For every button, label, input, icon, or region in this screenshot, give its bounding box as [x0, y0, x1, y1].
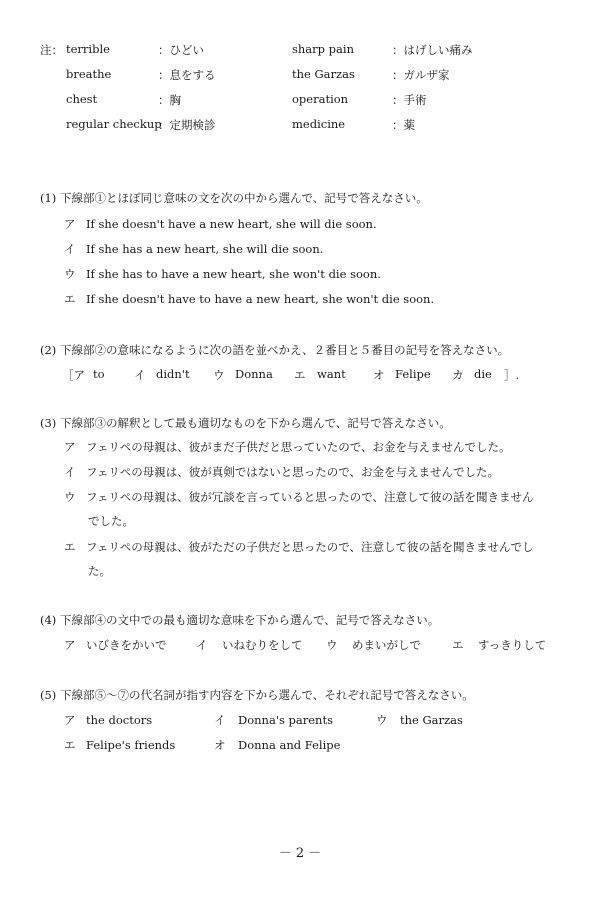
- option-key: ウ: [326, 638, 338, 652]
- note-row: [66, 42, 566, 66]
- word-item: didn't: [156, 367, 190, 381]
- option-text: フェリペの母親は、彼がただの子供だと思ったので、注意して彼の話を聞きませんでし: [86, 540, 534, 554]
- option-key: ウ: [376, 713, 388, 727]
- note-term: breathe: [66, 67, 112, 81]
- note-row: [66, 92, 566, 116]
- note-term: regular checkup: [66, 117, 162, 131]
- option: [64, 266, 381, 282]
- word-key: オ: [373, 368, 385, 382]
- option-continuation: でした。: [88, 514, 134, 528]
- option-key: オ: [214, 738, 226, 752]
- note-row: [66, 67, 566, 91]
- option: [64, 489, 533, 505]
- option: [64, 712, 152, 728]
- option-text: If she has to have a new heart, she won't die soon.: [86, 267, 381, 281]
- note-term: terrible: [66, 42, 110, 56]
- word-key: カ: [452, 368, 464, 382]
- word-item: Felipe: [395, 367, 431, 381]
- option: [64, 216, 377, 232]
- option: [64, 241, 323, 257]
- option-continuation: た。: [88, 564, 111, 578]
- option-text: If she doesn't have to have a new heart, she won't die soon.: [86, 292, 435, 306]
- option: [214, 737, 340, 753]
- option-key: エ: [452, 638, 464, 652]
- option-key: イ: [196, 638, 208, 652]
- question-3: (3) 下線部③の解釈として最も適切なものを下から選んで、記号で答えなさい。: [40, 416, 451, 430]
- option: [64, 291, 434, 307]
- option: [376, 712, 463, 728]
- note-row: [66, 117, 566, 141]
- option: [64, 464, 499, 480]
- option-text: Donna and Felipe: [238, 738, 341, 752]
- question-2: (2) 下線部②の意味になるように次の語を並べかえ、２番目と５番目の記号を答えなさい。: [40, 343, 510, 357]
- word-bracket-open: ［ア: [62, 368, 85, 382]
- note-meaning: ：胸: [158, 93, 181, 107]
- option-text: If she has a new heart, she will die soon.: [86, 242, 324, 256]
- note-meaning: ：手術: [392, 93, 427, 107]
- note-term: operation: [292, 92, 349, 106]
- option-key: ウ: [64, 267, 76, 281]
- option-key: イ: [214, 713, 226, 727]
- word-item: die: [474, 367, 492, 381]
- option: [64, 539, 533, 555]
- note-term: medicine: [292, 117, 346, 131]
- word-key: イ: [134, 368, 146, 382]
- option-text: If she doesn't have a new heart, she will die soon.: [86, 217, 377, 231]
- option-text: フェリペの母親は、彼がまだ子供だと思っていたので、お金を与えませんでした。: [86, 440, 511, 454]
- option-key: イ: [64, 465, 76, 479]
- word-item: want: [317, 367, 346, 381]
- option-text: the Garzas: [400, 713, 463, 727]
- option-key: イ: [64, 242, 76, 256]
- note-term: sharp pain: [292, 42, 354, 56]
- note-meaning: ：定期検診: [158, 118, 216, 132]
- question-5: (5) 下線部⑤〜⑦の代名詞が指す内容を下から選んで、それぞれ記号で答えなさい。: [40, 688, 474, 702]
- option: [214, 712, 333, 728]
- option: [452, 637, 546, 653]
- option-text: フェリペの母親は、彼が冗談を言っていると思ったので、注意して彼の話を聞きません: [86, 490, 534, 504]
- note-meaning: ：ひどい: [158, 43, 204, 57]
- notes-label: 注：: [40, 43, 63, 57]
- option: [326, 637, 421, 653]
- option-key: ア: [64, 638, 76, 652]
- option-key: ア: [64, 713, 76, 727]
- word-key: エ: [294, 368, 306, 382]
- option-text: すっきりして: [478, 638, 547, 652]
- option-text: めまいがしで: [352, 638, 421, 652]
- note-term: the Garzas: [292, 67, 355, 81]
- option: [64, 737, 175, 753]
- option-key: ウ: [64, 490, 76, 504]
- option-text: フェリペの母親は、彼が真剣ではないと思ったので、お金を与えませんでした。: [86, 465, 499, 479]
- word-item: to: [93, 367, 105, 381]
- page-number: － 2 －: [278, 846, 322, 861]
- word-bracket-close: ］.: [504, 368, 520, 382]
- option: [64, 637, 167, 653]
- option-text: Felipe's friends: [86, 738, 176, 752]
- note-term: chest: [66, 92, 98, 106]
- word-item: Donna: [235, 367, 273, 381]
- option-key: ア: [64, 440, 76, 454]
- option: [196, 637, 303, 653]
- option-text: the doctors: [86, 713, 153, 727]
- option-key: エ: [64, 292, 76, 306]
- word-key: ウ: [213, 368, 225, 382]
- question-1: (1) 下線部①とほぼ同じ意味の文を次の中から選んで、記号で答えなさい。: [40, 191, 428, 205]
- option-text: Donna's parents: [238, 713, 333, 727]
- note-meaning: ：はげしい痛み: [392, 43, 473, 57]
- note-meaning: ：ガルザ家: [392, 68, 450, 82]
- option-key: ア: [64, 217, 76, 231]
- option-key: エ: [64, 540, 76, 554]
- note-meaning: ：薬: [392, 118, 415, 132]
- question-4: (4) 下線部④の文中での最も適切な意味を下から選んで、記号で答えなさい。: [40, 613, 440, 627]
- option-text: いびきをかいで: [86, 638, 167, 652]
- option: [64, 439, 510, 455]
- option-text: いねむりをして: [222, 638, 303, 652]
- note-meaning: ：息をする: [158, 68, 216, 82]
- option-key: エ: [64, 738, 76, 752]
